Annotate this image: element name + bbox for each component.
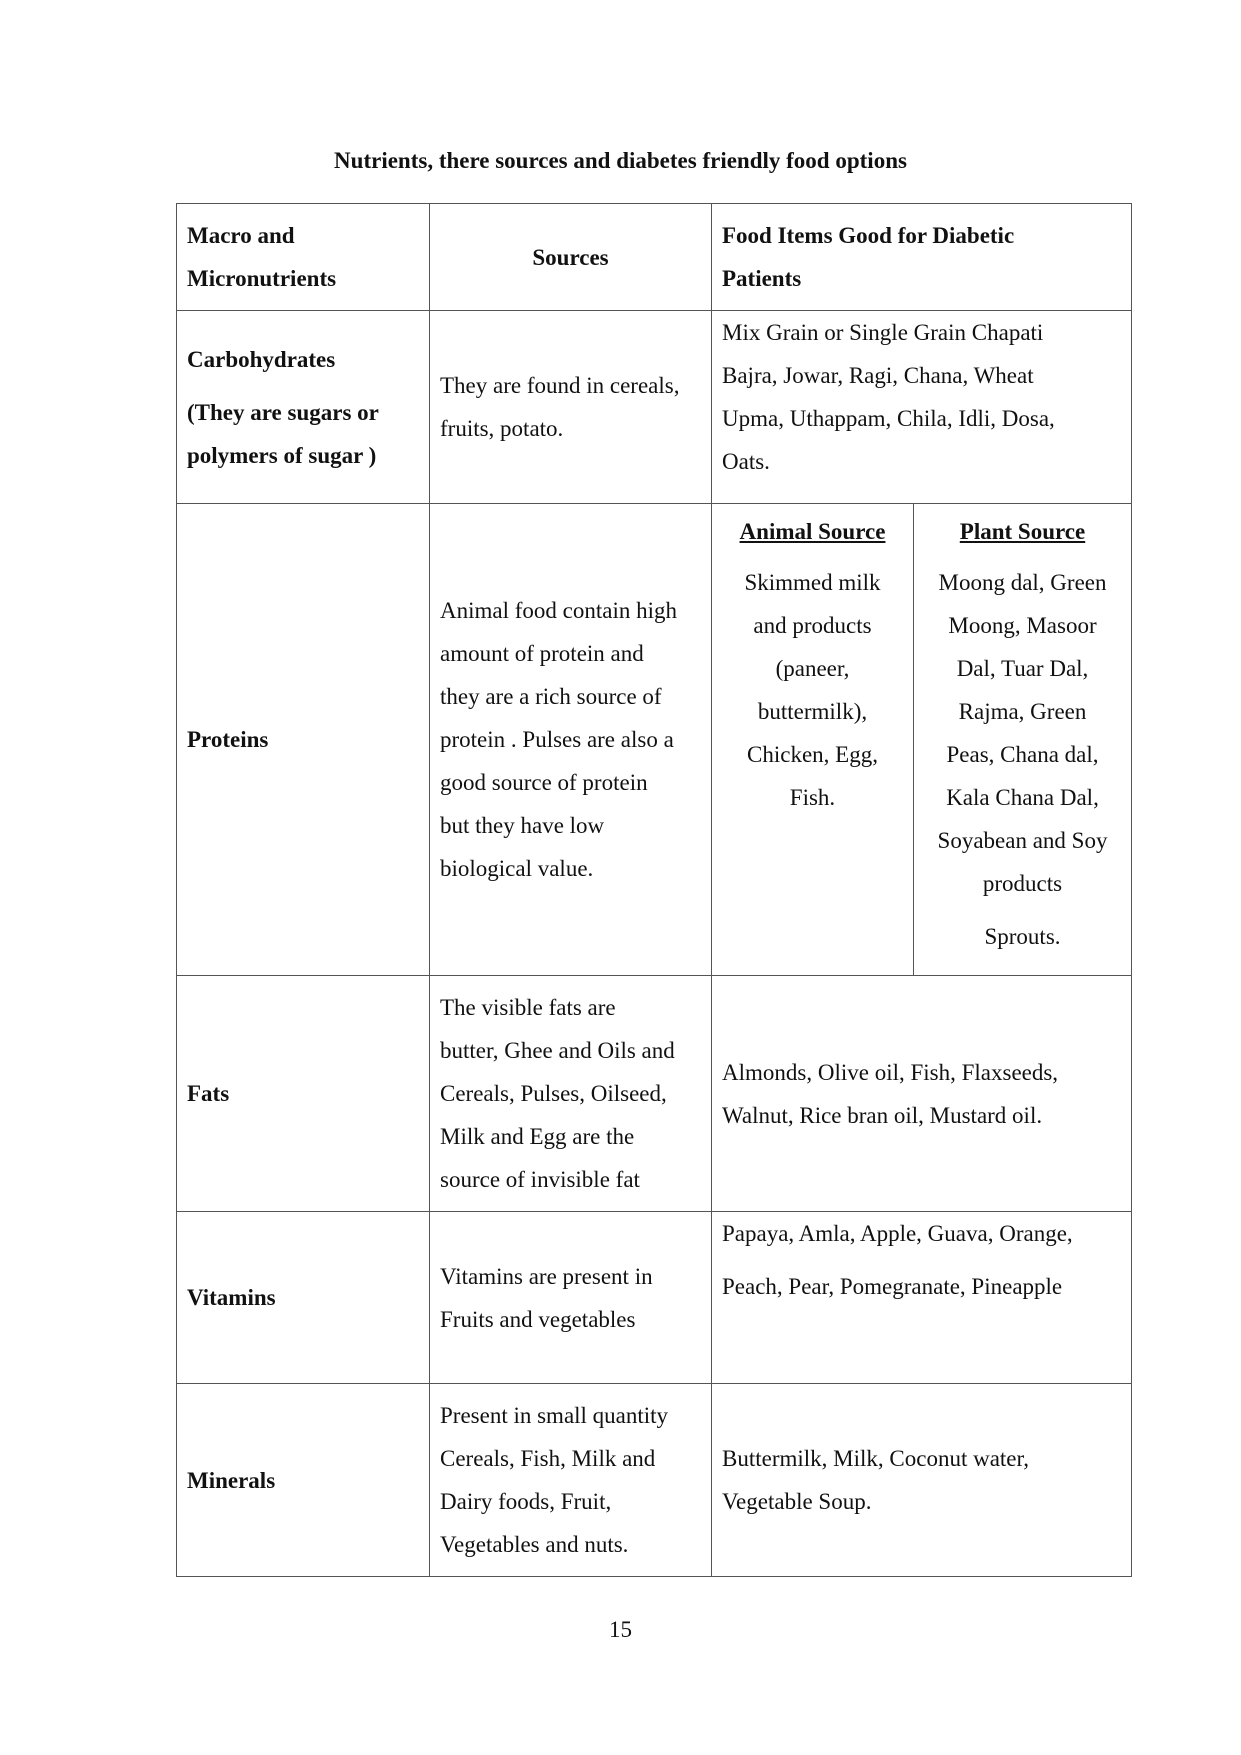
fats-name-cell: Fats: [177, 976, 430, 1212]
text-line: Almonds, Olive oil, Fish, Flaxseeds,: [722, 1059, 1059, 1085]
text-line: Skimmed milk: [744, 570, 881, 595]
text-line: Vegetables and nuts.: [440, 1532, 629, 1557]
header-macro-micronutrients: [177, 204, 430, 311]
text-line: Vitamins are present in: [440, 1263, 653, 1289]
carbohydrates-name-cell: [177, 311, 430, 504]
text-line: Cereals, Fish, Milk and: [440, 1446, 656, 1471]
text-line: Upma, Uthappam, Chila, Idli, Dosa,: [722, 406, 1055, 431]
header-text: Food Items Good for Diabetic: [722, 223, 1015, 248]
text-line: Sprouts.: [984, 924, 1061, 949]
table-row-proteins: [177, 504, 1132, 976]
text-line: Chicken, Egg,: [747, 742, 878, 767]
text-line: butter, Ghee and Oils and: [440, 1038, 675, 1063]
header-text: Macro and: [187, 223, 295, 248]
plant-source-heading: Plant Source: [959, 519, 1086, 544]
text-line: but they have low: [440, 813, 605, 838]
nutrient-note: (They are sugars or: [187, 399, 379, 425]
text-line: Cereals, Pulses, Oilseed,: [440, 1081, 667, 1106]
text-line: Dal, Tuar Dal,: [956, 656, 1089, 681]
table-header-row: [177, 204, 1132, 311]
vitamins-sources-cell: [430, 1212, 712, 1384]
page-title: Nutrients, there sources and diabetes friendly food options: [334, 148, 907, 173]
text-line: Papaya, Amla, Apple, Guava, Orange,: [722, 1221, 1073, 1246]
vitamins-name-cell: Vitamins: [177, 1212, 430, 1384]
animal-source-heading: Animal Source: [739, 519, 886, 544]
minerals-sources-cell: [430, 1384, 712, 1577]
text-line: They are found in cereals,: [440, 373, 680, 398]
fats-foods-cell: [712, 976, 1132, 1212]
proteins-name-cell: Proteins: [177, 504, 430, 976]
text-line: (paneer,: [775, 656, 850, 681]
carbohydrates-sources-cell: [430, 311, 712, 504]
text-line: Vegetable Soup.: [722, 1489, 872, 1514]
vitamins-foods-cell: [712, 1212, 1132, 1384]
text-line: Fruits and vegetables: [440, 1306, 636, 1332]
table-row-fats: [177, 976, 1132, 1212]
table-row-minerals: [177, 1384, 1132, 1577]
table-row-vitamins: [177, 1212, 1132, 1384]
minerals-foods-cell: [712, 1384, 1132, 1577]
header-food-items: [712, 204, 1132, 311]
text-line: Kala Chana Dal,: [946, 785, 1099, 810]
animal-source-cell: [712, 504, 914, 976]
nutrient-name: Carbohydrates: [187, 346, 336, 372]
text-line: products: [982, 871, 1063, 896]
text-line: Dairy foods, Fruit,: [440, 1489, 612, 1514]
text-line: Mix Grain or Single Grain Chapati: [722, 320, 1044, 345]
fats-sources-cell: [430, 976, 712, 1212]
nutrients-table: [176, 203, 1132, 1577]
text-line: Walnut, Rice bran oil, Mustard oil.: [722, 1102, 1043, 1128]
text-line: Rajma, Green: [958, 699, 1087, 724]
text-line: Moong, Masoor: [948, 613, 1097, 638]
header-text: Patients: [722, 266, 802, 291]
text-line: they are a rich source of: [440, 684, 662, 709]
text-line: buttermilk),: [757, 699, 868, 724]
text-line: Milk and Egg are the: [440, 1124, 635, 1149]
text-line: amount of protein and: [440, 641, 644, 666]
text-line: Fish.: [789, 785, 836, 810]
header-sources: Sources: [430, 204, 712, 311]
text-line: protein . Pulses are also a: [440, 727, 674, 752]
minerals-name-cell: Minerals: [177, 1384, 430, 1577]
table-row-carbohydrates: [177, 311, 1132, 504]
text-line: Moong dal, Green: [938, 570, 1107, 595]
text-line: Buttermilk, Milk, Coconut water,: [722, 1446, 1029, 1471]
text-line: Peach, Pear, Pomegranate, Pineapple: [722, 1274, 1063, 1299]
text-line: Peas, Chana dal,: [946, 742, 1099, 767]
text-line: Soyabean and Soy: [937, 828, 1108, 853]
text-line: biological value.: [440, 856, 594, 881]
text-line: and products: [753, 613, 872, 638]
nutrient-note: polymers of sugar ): [187, 442, 377, 468]
plant-source-cell: [914, 504, 1132, 976]
text-line: fruits, potato.: [440, 416, 564, 441]
text-line: The visible fats are: [440, 995, 616, 1020]
text-line: Oats.: [722, 449, 770, 474]
text-line: Present in small quantity: [440, 1403, 669, 1428]
text-line: Bajra, Jowar, Ragi, Chana, Wheat: [722, 363, 1034, 388]
text-line: Animal food contain high: [440, 598, 677, 623]
page-number: 15: [609, 1617, 632, 1642]
header-text: Micronutrients: [187, 266, 337, 291]
carbohydrates-foods-cell: [712, 311, 1132, 504]
text-line: good source of protein: [440, 770, 648, 795]
proteins-sources-cell: [430, 504, 712, 976]
text-line: source of invisible fat: [440, 1167, 640, 1192]
